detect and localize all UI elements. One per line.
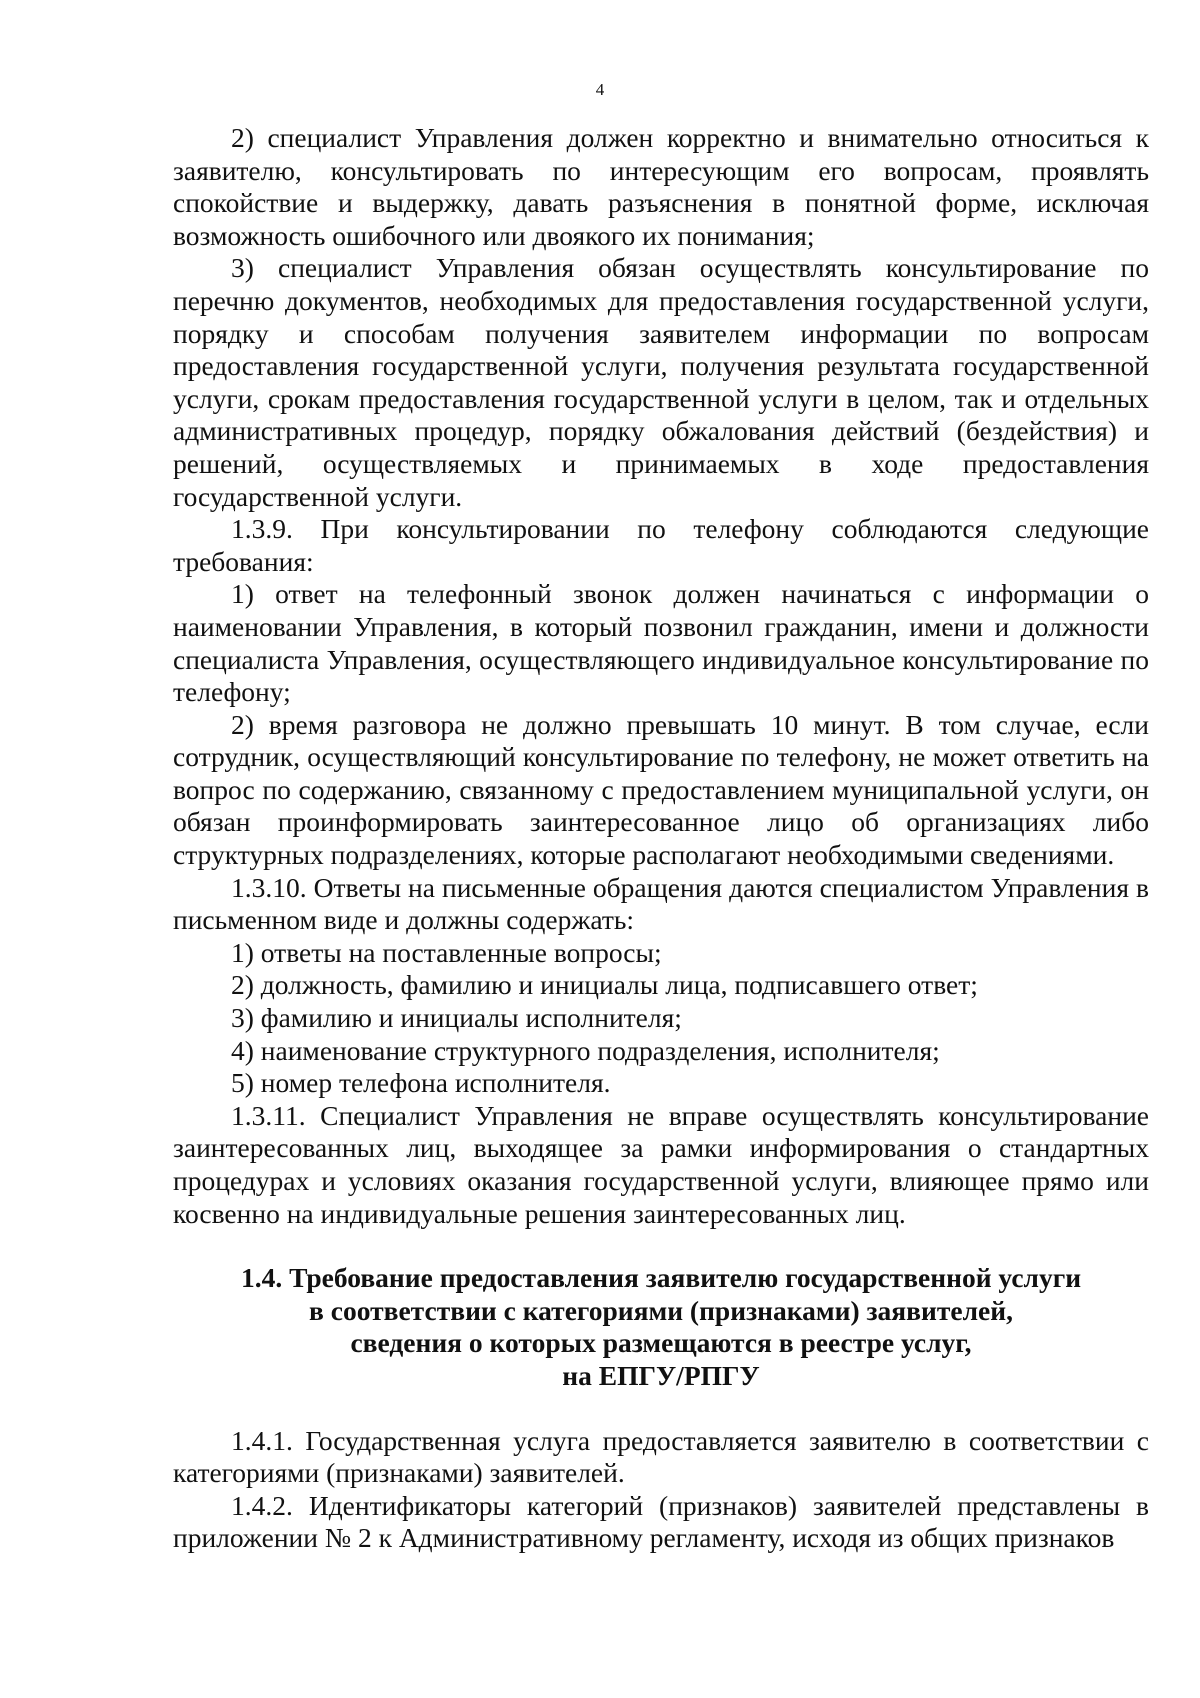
heading-line: 1.4. Требование предоставления заявителю государственной услуги [240,1262,1082,1294]
section-heading-1-4 [173,1262,1149,1392]
list-item-executor-name: 3) фамилию и инициалы исполнителя; [231,1002,682,1034]
paragraph-1-3-11: 1.3.11. Специалист Управления не вправе осуществлять консультирование заинтересованных лиц, выходящее за рамки информирования о стандартных процедурах и условиях оказания государственной услуги, влияющее прямо или косвенно на индивидуальные решения заинтересованных лиц. [173,1099,1149,1229]
paragraph-1-3-10: 1.3.10. Ответы на письменные обращения даются специалистом Управления в письменном виде и должны содержать: [173,871,1149,936]
paragraph-1-3-9: 1.3.9. При консультировании по телефону соблюдаются следующие требования: [173,513,1149,577]
heading-line: на ЕПГУ/РПГУ [562,1359,760,1391]
heading-line: в соответствии с категориями (признаками) заявителей, [309,1294,1013,1326]
paragraph-consulting-scope: 3) специалист Управления обязан осуществлять консультирование по перечню документов, необходимых для предоставления государственной услуги, порядку и способам получения заявителем информации по вопросам предоставления государственной услуги, получения результата государственной услуги, срокам предоставления государственной услуги в целом, так и отдельных административных процедур, порядку обжалования действий (бездействия) и решений, осуществляемых и принимаемых в ходе предоставления государственной услуги. [173,252,1149,512]
heading-line: сведения о которых размещаются в реестре услуг, [350,1327,972,1359]
list-item-position: 2) должность, фамилию и инициалы лица, подписавшего ответ; [231,969,978,1001]
paragraph-staff-conduct: 2) специалист Управления должен корректно и внимательно относиться к заявителю, консультировать по интересующим его вопросам, проявлять спокойствие и выдержку, давать разъяснения в понятной форме, исключая возможность ошибочного или двоякого их понимания; [173,122,1149,251]
document-body [173,122,1149,1555]
paragraph-call-duration: 2) время разговора не должно превышать 10 минут. В том случае, если сотрудник, осуществляющий консультирование по телефону, не может ответить на вопрос по содержанию, связанному с предоставлением муниципальной услуги, он обязан проинформировать заинтересованное лицо об организациях либо структурных подразделениях, которые располагают необходимыми сведениями. [173,708,1149,871]
list-item-phone: 5) номер телефона исполнителя. [231,1067,611,1099]
paragraph-1-4-2: 1.4.2. Идентификаторы категорий (признаков) заявителей представлены в приложении № 2 к Административному регламенту, исходя из общих признаков [173,1489,1149,1554]
page-number: 4 [595,80,605,99]
list-item-answers: 1) ответы на поставленные вопросы; [231,936,662,968]
paragraph-1-4-1: 1.4.1. Государственная услуга предоставляется заявителю в соответствии с категориями (признаками) заявителей. [173,1424,1149,1489]
list-item-department: 4) наименование структурного подразделения, исполнителя; [231,1034,940,1066]
paragraph-phone-answer: 1) ответ на телефонный звонок должен начинаться с информации о наименовании Управления, в который позвонил гражданин, имени и должности специалиста Управления, осуществляющего индивидуальное консультирование по телефону; [173,578,1149,708]
